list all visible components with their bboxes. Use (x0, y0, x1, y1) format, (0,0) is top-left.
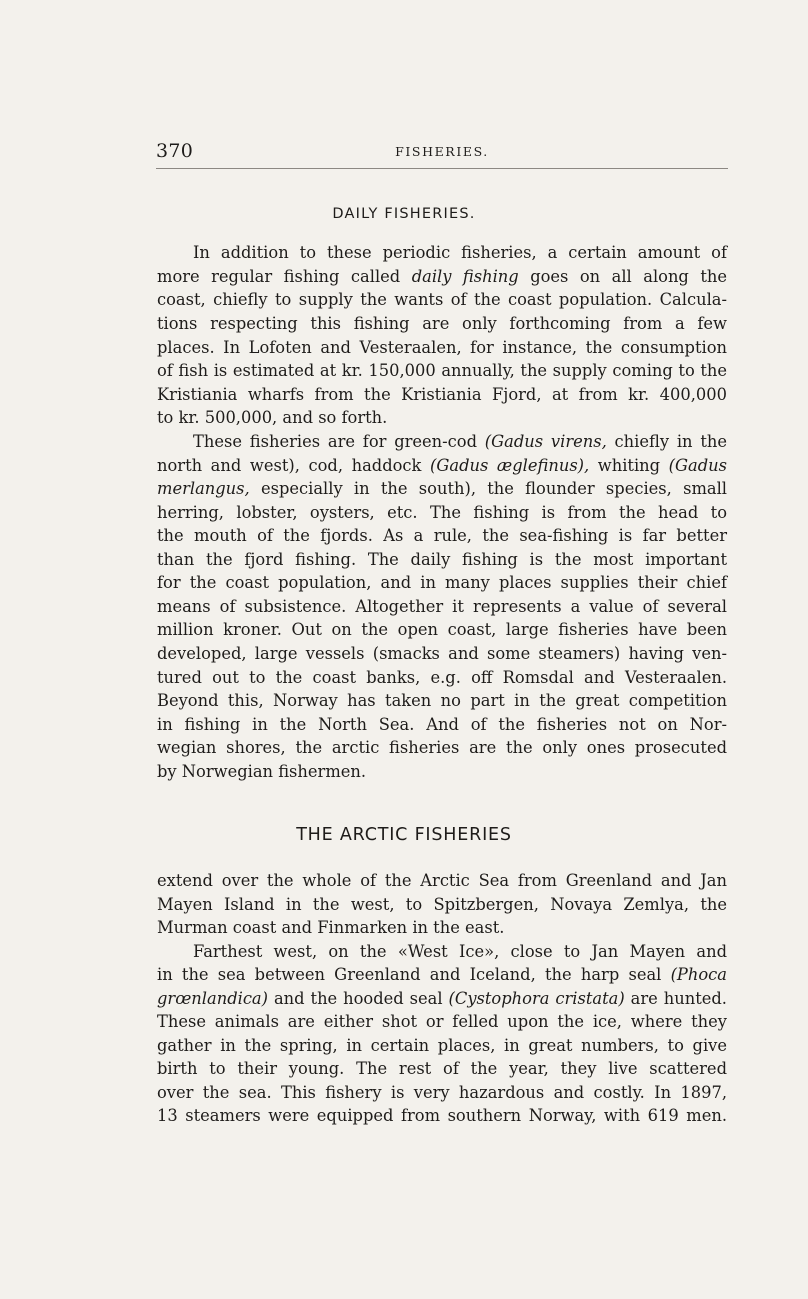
text-line: Mayen Island in the west, to Spitzbergen, Novaya Zemlya, the (157, 895, 727, 914)
text-line: than the fjord fishing. The daily fishing is the most important (157, 550, 727, 569)
text-line: Murman coast and Finmarken in the east. (157, 918, 505, 937)
text-line: herring, lobster, oysters, etc. The fishing is from the head to (157, 503, 727, 522)
text-line: extend over the whole of the Arctic Sea from Greenland and Jan (157, 871, 727, 890)
text-line: to kr. 500,000, and so forth. (157, 408, 388, 427)
section-heading-daily-fisheries: DAILY FISHERIES. (332, 206, 476, 222)
text-line: birth to their young. The rest of the year, they live scattered (157, 1059, 727, 1078)
text-line: north and west), cod, haddock (Gadus æglefinus), whiting (Gadus (157, 456, 727, 475)
text-line: for the coast population, and in many places supplies their chief (157, 573, 727, 592)
text-line: developed, large vessels (smacks and some steamers) having ven- (157, 644, 727, 663)
text-line: These animals are either shot or felled upon the ice, where they (157, 1012, 727, 1031)
text-line: merlangus, especially in the south), the flounder species, small (157, 479, 727, 498)
text-line: more regular fishing called daily fishing goes on all along the (157, 267, 727, 286)
header-rule (156, 168, 728, 169)
text-line: million kroner. Out on the open coast, large fisheries have been (157, 620, 727, 639)
text-line: wegian shores, the arctic fisheries are the only ones prosecuted (157, 738, 727, 757)
text-line: of fish is estimated at kr. 150,000 annually, the supply coming to the (157, 361, 727, 380)
text-line: in fishing in the North Sea. And of the fisheries not on Nor- (157, 715, 727, 734)
text-line: tions respecting this fishing are only forthcoming from a few (157, 314, 727, 333)
text-line: tured out to the coast banks, e.g. off Romsdal and Vesteraalen. (157, 668, 727, 687)
text-line: in the sea between Greenland and Iceland, the harp seal (Phoca (157, 965, 727, 984)
text-line: In addition to these periodic fisheries, a certain amount of (193, 243, 727, 262)
text-line: Kristiania wharfs from the Kristiania Fjord, at from kr. 400,000 (157, 385, 727, 404)
text-line: the mouth of the fjords. As a rule, the sea-fishing is far better (157, 526, 727, 545)
text-line: gather in the spring, in certain places, in great numbers, to give (157, 1036, 727, 1055)
text-line: These fisheries are for green-cod (Gadus virens, chiefly in the (193, 432, 728, 451)
text-line: over the sea. This fishery is very hazardous and costly. In 1897, (157, 1083, 727, 1102)
text-line: grœnlandica) and the hooded seal (Cystophora cristata) are hunted. (157, 989, 727, 1008)
running-title: FISHERIES. (395, 144, 489, 159)
text-line: by Norwegian fishermen. (157, 762, 367, 781)
running-header (156, 140, 728, 164)
text-line: coast, chiefly to supply the wants of the coast population. Calcula- (157, 290, 727, 309)
text-line: 13 steamers were equipped from southern Norway, with 619 men. (157, 1106, 727, 1125)
section-heading-arctic-fisheries: THE ARCTIC FISHERIES (296, 825, 512, 845)
page-number: 370 (156, 140, 194, 162)
text-line: means of subsistence. Altogether it represents a value of several (157, 597, 727, 616)
text-line: places. In Lofoten and Vesteraalen, for instance, the consumption (157, 338, 727, 357)
text-line: Beyond this, Norway has taken no part in the great competition (157, 691, 727, 710)
text-line: Farthest west, on the «West Ice», close to Jan Mayen and (193, 942, 727, 961)
